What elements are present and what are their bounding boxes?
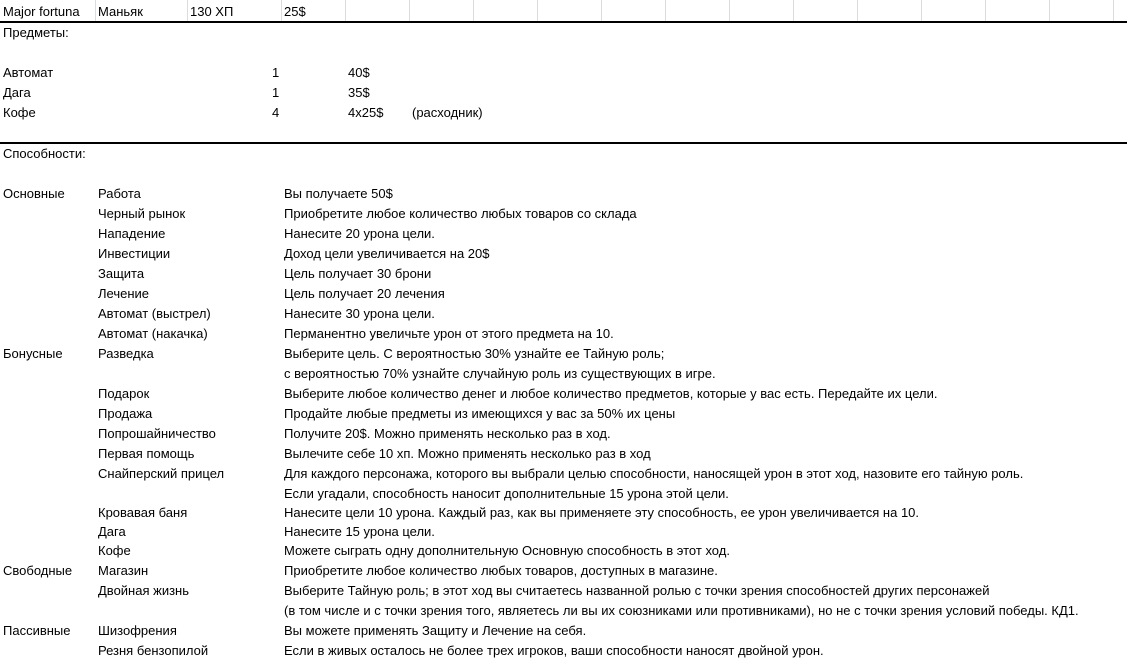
ability-name-cell[interactable]: Снайперский прицел <box>98 466 225 481</box>
ability-name-cell[interactable]: Подарок <box>98 386 150 401</box>
ability-desc-cell[interactable]: Цель получает 30 брони <box>284 266 432 281</box>
ability-category-cell[interactable]: Бонусные <box>3 346 63 361</box>
column-gridline <box>729 0 730 22</box>
item-price-cell[interactable]: 35$ <box>348 85 370 100</box>
ability-name-cell[interactable]: Первая помощь <box>98 446 195 461</box>
column-gridline <box>409 0 410 22</box>
ability-name-cell[interactable]: Кофе <box>98 543 131 558</box>
item-name-cell[interactable]: Кофе <box>3 105 36 120</box>
ability-name-cell[interactable]: Инвестиции <box>98 246 171 261</box>
ability-desc-cell[interactable]: Нанесите цели 10 урона. Каждый раз, как вы применяете эту способность, ее урон увеличивается на 10. <box>284 505 920 520</box>
ability-name-cell[interactable]: Работа <box>98 186 141 201</box>
ability-desc-cell[interactable]: Вылечите себе 10 хп. Можно применять несколько раз в ход <box>284 446 651 461</box>
ability-name-cell[interactable]: Дага <box>98 524 126 539</box>
item-price-cell[interactable]: 40$ <box>348 65 370 80</box>
character-money-cell[interactable]: 25$ <box>284 4 306 19</box>
ability-name-cell[interactable]: Магазин <box>98 563 149 578</box>
ability-category-cell[interactable]: Основные <box>3 186 65 201</box>
ability-desc-cell[interactable]: (в том числе и с точки зрения того, являетесь ли вы их союзниками или противниками), но не с точки зрения условий победы. КД1. <box>284 603 1079 618</box>
ability-desc-cell[interactable]: Выберите Тайную роль; в этот ход вы считаетесь названной ролью с точки зрения способностей других персонажей <box>284 583 990 598</box>
column-gridline <box>345 0 346 22</box>
character-role-cell[interactable]: Маньяк <box>98 4 143 19</box>
column-gridline <box>601 0 602 22</box>
column-gridline <box>187 0 188 22</box>
ability-desc-cell[interactable]: Нанесите 15 урона цели. <box>284 524 435 539</box>
ability-desc-cell[interactable]: Продайте любые предметы из имеющихся у вас за 50% их цены <box>284 406 676 421</box>
item-note-cell[interactable]: (расходник) <box>412 105 483 120</box>
item-qty-cell[interactable]: 1 <box>272 85 280 100</box>
ability-desc-cell[interactable]: Перманентно увеличьте урон от этого предмета на 10. <box>284 326 614 341</box>
ability-desc-cell[interactable]: Вы можете применять Защиту и Лечение на себя. <box>284 623 587 638</box>
ability-name-cell[interactable]: Кровавая баня <box>98 505 188 520</box>
character-name-cell[interactable]: Major fortuna <box>3 4 80 19</box>
ability-name-cell[interactable]: Автомат (накачка) <box>98 326 208 341</box>
ability-desc-cell[interactable]: с вероятностью 70% узнайте случайную роль из существующих в игре. <box>284 366 716 381</box>
ability-category-cell[interactable]: Свободные <box>3 563 73 578</box>
ability-desc-cell[interactable]: Можете сыграть одну дополнительную Основную способность в этот ход. <box>284 543 730 558</box>
column-gridline <box>1049 0 1050 22</box>
item-qty-cell[interactable]: 4 <box>272 105 280 120</box>
column-gridline <box>1113 0 1114 22</box>
column-gridline <box>665 0 666 22</box>
item-name-cell[interactable]: Дага <box>3 85 31 100</box>
ability-desc-cell[interactable]: Выберите цель. С вероятностью 30% узнайте ее Тайную роль; <box>284 346 665 361</box>
ability-desc-cell[interactable]: Нанесите 30 урона цели. <box>284 306 435 321</box>
character-hp-cell[interactable]: 130 ХП <box>190 4 234 19</box>
ability-desc-cell[interactable]: Если угадали, способность наносит дополнительные 15 урона этой цели. <box>284 486 729 501</box>
ability-name-cell[interactable]: Попрошайничество <box>98 426 216 441</box>
column-gridline <box>537 0 538 22</box>
column-gridline <box>857 0 858 22</box>
ability-name-cell[interactable]: Резня бензопилой <box>98 643 209 658</box>
ability-desc-cell[interactable]: Выберите любое количество денег и любое количество предметов, которые у вас есть. Передайте их цели. <box>284 386 938 401</box>
column-gridline <box>95 0 96 22</box>
ability-desc-cell[interactable]: Доход цели увеличивается на 20$ <box>284 246 490 261</box>
ability-desc-cell[interactable]: Приобретите любое количество любых товаров со склада <box>284 206 637 221</box>
ability-desc-cell[interactable]: Цель получает 20 лечения <box>284 286 445 301</box>
ability-name-cell[interactable]: Продажа <box>98 406 153 421</box>
item-price-cell[interactable]: 4x25$ <box>348 105 384 120</box>
ability-name-cell[interactable]: Двойная жизнь <box>98 583 189 598</box>
ability-name-cell[interactable]: Шизофрения <box>98 623 177 638</box>
ability-desc-cell[interactable]: Если в живых осталось не более трех игроков, ваши способности наносят двойной урон. <box>284 643 824 658</box>
column-gridline <box>281 0 282 22</box>
ability-name-cell[interactable]: Лечение <box>98 286 150 301</box>
column-gridline <box>921 0 922 22</box>
ability-desc-cell[interactable]: Получите 20$. Можно применять несколько раз в ход. <box>284 426 611 441</box>
column-gridline <box>473 0 474 22</box>
section-divider <box>0 142 1127 144</box>
ability-desc-cell[interactable]: Приобретите любое количество любых товаров, доступных в магазине. <box>284 563 718 578</box>
items-section-title[interactable]: Предметы: <box>3 25 69 40</box>
ability-name-cell[interactable]: Нападение <box>98 226 166 241</box>
item-name-cell[interactable]: Автомат <box>3 65 54 80</box>
ability-desc-cell[interactable]: Нанесите 20 урона цели. <box>284 226 435 241</box>
column-gridline <box>985 0 986 22</box>
ability-desc-cell[interactable]: Для каждого персонажа, которого вы выбрали целью способности, наносящей урон в этот ход, назовите его тайную роль. <box>284 466 1024 481</box>
ability-name-cell[interactable]: Разведка <box>98 346 154 361</box>
ability-desc-cell[interactable]: Вы получаете 50$ <box>284 186 393 201</box>
ability-category-cell[interactable]: Пассивные <box>3 623 71 638</box>
column-gridline <box>793 0 794 22</box>
section-divider <box>0 21 1127 23</box>
item-qty-cell[interactable]: 1 <box>272 65 280 80</box>
ability-name-cell[interactable]: Черный рынок <box>98 206 186 221</box>
ability-name-cell[interactable]: Защита <box>98 266 145 281</box>
ability-name-cell[interactable]: Автомат (выстрел) <box>98 306 211 321</box>
abilities-section-title[interactable]: Способности: <box>3 146 86 161</box>
